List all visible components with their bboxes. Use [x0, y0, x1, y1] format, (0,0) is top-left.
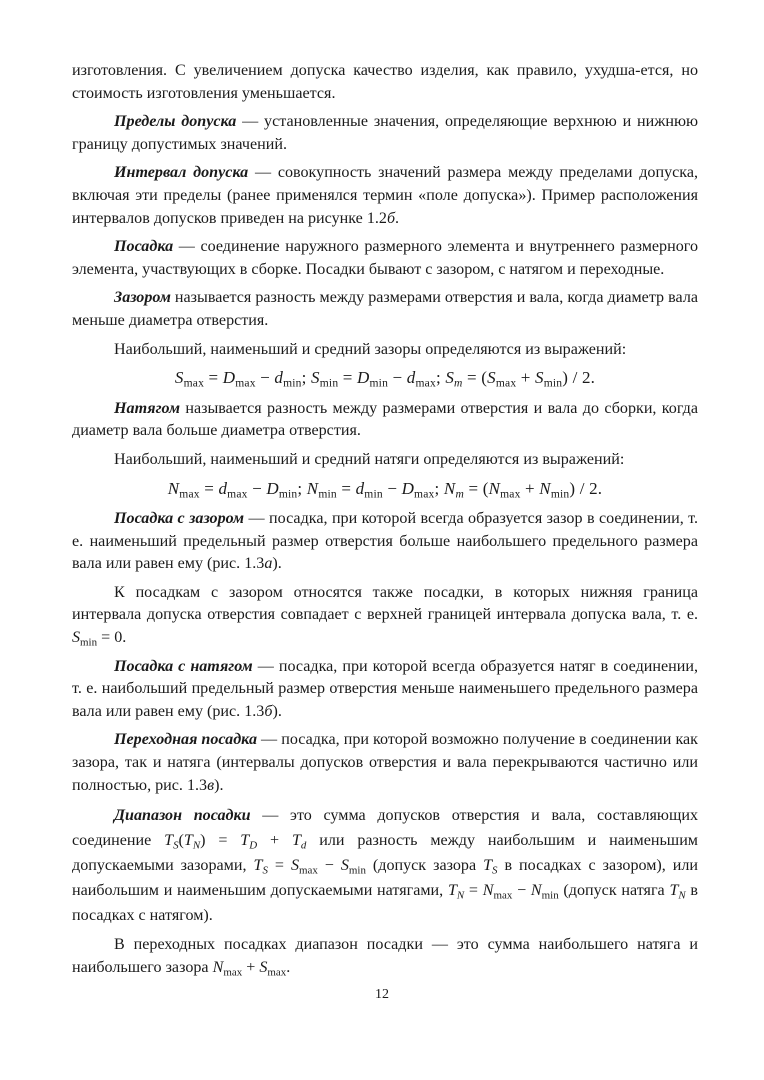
term-tolerance-interval: Интервал допуска: [114, 164, 249, 182]
formula-interference-tolerance: $T_N = N_{max} - N_{min}$: [447, 882, 559, 902]
paragraph-transition-range: В переходных посадках диапазон посадки — это сумма наибольшего натяга и наибольшего зазора $N_{max} + S_{max}$.: [72, 936, 698, 979]
paragraph-interference-fit: Посадка с натягом — посадка, при которой всегда образуется натяг в соединении, т. е. наибольший предельный размер отверстия меньше наименьшего предельного размера вала или равен ему (рис. 1.3б).: [72, 657, 699, 720]
term-clearance: Зазором: [114, 289, 171, 307]
term-fit-range: Диапазон посадки: [114, 807, 251, 825]
paragraph-intro: изготовления. С увеличением допуска качество изделия, как правило, ухудша-ется, но стоимость изготовления уменьшается.: [72, 62, 698, 102]
formula-s-min-zero: $S_{min} = 0$: [72, 629, 123, 649]
paragraph-clearance-fit: Посадка с зазором — посадка, при которой всегда образуется зазор в соединении, т. е. наименьший предельный размер отверстия больше наибольшего предельного размера вала или равен ему (рис. 1.3а).: [72, 510, 698, 573]
formula-interference: $N_{max} = d_{max} - D_{min}$; $N_{min} = d_{min} - D_{max}$; $N_m = (N_{max} + N_{min}) / 2$.: [167, 478, 603, 500]
term-tolerance-limits: Пределы допуска: [114, 113, 237, 131]
paragraph-clearance-fit-note: К посадкам с зазором относятся также посадки, в которых нижняя граница интервала допуска отверстия совпадает с верхней границей интервала допуска вала, т. е. $S_{min} = 0$.: [72, 583, 698, 649]
formula-fit-range: $T_S(T_N) = T_D + T_d$: [164, 832, 307, 852]
paragraph-fit-range: Диапазон посадки — это сумма допусков отверстия и вала, составляющих соединение $T_S(T_N) = T_D + T_d$ или разность между наибольшим и наименьшим допускаемыми зазорами, $T_S = S_{max} - S_{min}$ (допуск зазора $T_S$ в посадках с зазором), или наибольшим и наименьшим допускаемыми натягами, $T_N = N_{max} - N_{min}$ (допуск натяга $T_N$ в посадках с натягом).: [72, 807, 699, 925]
paragraph-clearance: Зазором называется разность между размерами отверстия и вала, когда диаметр вала меньше диаметра отверстия.: [72, 289, 698, 329]
formula-clearance: $S_{max} = D_{max} - d_{min}$; $S_{min} = D_{min} - d_{max}$; $S_m = (S_{max} + S_{min}) / 2$.: [174, 368, 596, 390]
page-body: [72, 60, 698, 985]
paragraph-tolerance-limits: Пределы допуска — установленные значения, определяющие верхнюю и нижнюю границу допустимых значений.: [72, 113, 698, 153]
paragraph-fit: Посадка — соединение наружного размерного элемента и внутреннего размерного элемента, участвующих в сборке. Посадки бывают с зазором, с натягом и переходные.: [72, 238, 698, 278]
paragraph-transition-fit: Переходная посадка — посадка, при которой возможно получение в соединении как зазора, так и натяга (интервалы допусков отверстия и вала перекрываются частично или полностью, рис. 1.3в).: [72, 731, 698, 794]
term-interference-fit: Посадка с натягом: [114, 657, 253, 675]
term-interference: Натягом: [114, 399, 180, 417]
term-transition-fit: Переходная посадка: [114, 731, 257, 749]
page-number: 12: [375, 987, 389, 1002]
paragraph-interference: Натягом называется разность между размерами отверстия и вала до сборки, когда диаметр вала больше диаметра отверстия.: [72, 399, 698, 440]
symbol-clearance-tolerance: $T_S$: [483, 857, 498, 877]
symbol-interference-tolerance: $T_N$: [669, 882, 686, 902]
term-clearance-fit: Посадка с зазором: [114, 510, 245, 528]
formula-clearance-tolerance: $T_S = S_{max} - S_{min}$: [253, 857, 366, 877]
paragraph-interference-formulas-intro: Наибольший, наименьший и средний натяги определяются из выражений:: [114, 450, 625, 468]
paragraph-tolerance-interval: Интервал допуска — совокупность значений размера между пределами допуска, включая эти пределы (ранее применялся термин «поле допуска»). Пример расположения интервалов допусков приведен на рисунке 1.2б.: [72, 164, 698, 227]
term-fit: Посадка: [114, 238, 174, 256]
formula-transition-range: $N_{max} + S_{max}$: [212, 958, 287, 979]
paragraph-clearance-formulas-intro: Наибольший, наименьший и средний зазоры определяются из выражений:: [114, 340, 627, 358]
